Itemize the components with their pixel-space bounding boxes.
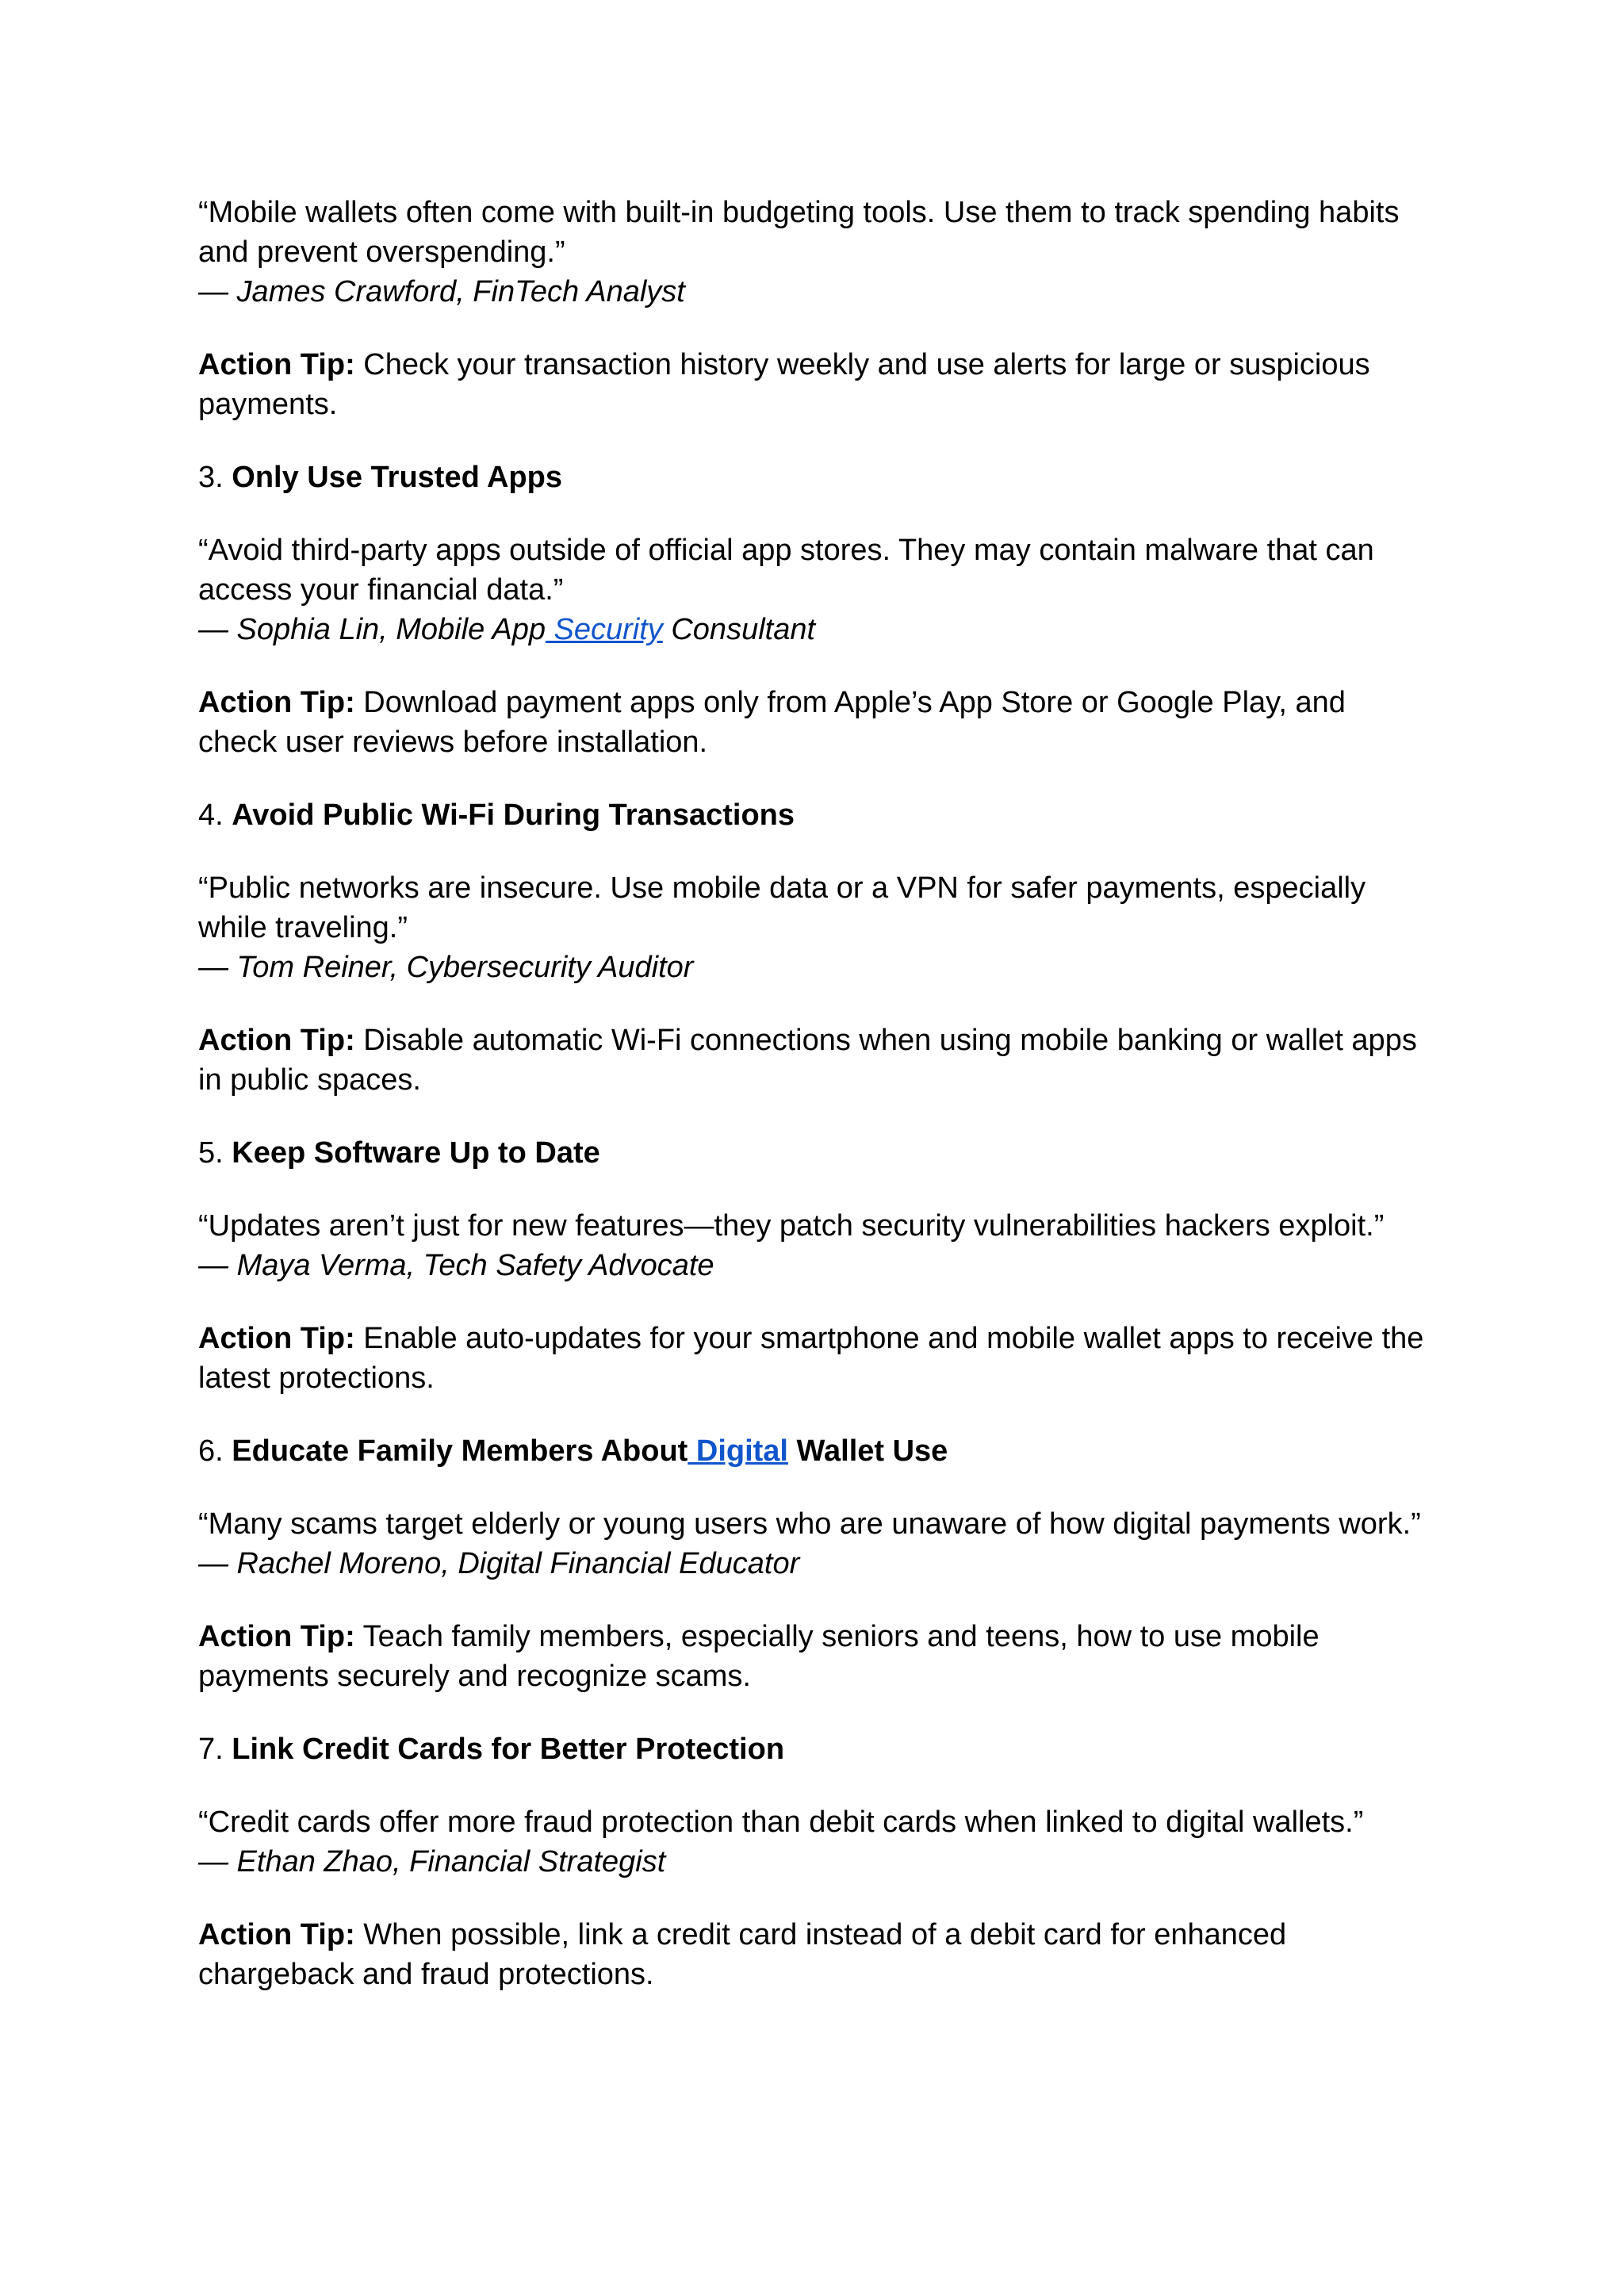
action-tip — [198, 1021, 1435, 1100]
quote-attribution: — Rachel Moreno, Digital Financial Educator — [198, 1547, 800, 1580]
action-tip-text: payments securely and recognize scams. — [198, 1660, 751, 1693]
action-tip-text: check user reviews before installation. — [198, 726, 708, 759]
section-heading — [198, 1431, 1435, 1471]
quote-line: and prevent overspending.” — [198, 236, 565, 269]
section-title: Educate Family Members About — [232, 1434, 688, 1468]
quote-block — [198, 1206, 1435, 1285]
action-tip — [198, 1617, 1435, 1696]
action-tip-label: Action Tip: — [198, 686, 355, 719]
document-page — [198, 193, 1435, 2028]
action-tip-text: chargeback and fraud protections. — [198, 1958, 654, 1991]
quote-line: “Avoid third-party apps outside of official app stores. They may contain malware that can — [198, 534, 1374, 567]
section-title: Wallet Use — [788, 1434, 948, 1468]
section-title: Link Credit Cards for Better Protection — [232, 1733, 785, 1766]
attribution-text: — Sophia Lin, Mobile App — [198, 613, 546, 646]
action-tip-text: Disable automatic Wi-Fi connections when using mobile banking or wallet apps — [354, 1024, 1417, 1057]
quote-line: “Updates aren’t just for new features—they patch security vulnerabilities hackers exploit.” — [198, 1209, 1385, 1243]
action-tip-text: Download payment apps only from Apple’s App Store or Google Play, and — [354, 686, 1346, 719]
action-tip-label: Action Tip: — [198, 1024, 355, 1057]
quote-attribution: — Maya Verma, Tech Safety Advocate — [198, 1249, 714, 1282]
section-title: Only Use Trusted Apps — [232, 461, 562, 494]
action-tip — [198, 345, 1435, 424]
action-tip-text: payments. — [198, 388, 338, 421]
action-tip — [198, 1915, 1435, 1994]
action-tip-text: latest protections. — [198, 1361, 435, 1395]
section-number: 5. — [198, 1136, 224, 1170]
quote-attribution — [198, 610, 1435, 649]
section-heading — [198, 458, 1435, 497]
action-tip-text: When possible, link a credit card instead of a debit card for enhanced — [354, 1918, 1287, 1951]
section-title: Keep Software Up to Date — [232, 1136, 600, 1170]
action-tip-label: Action Tip: — [198, 1620, 355, 1653]
action-tip-text: in public spaces. — [198, 1063, 421, 1097]
action-tip-text: Teach family members, especially seniors and teens, how to use mobile — [354, 1620, 1320, 1653]
quote-attribution: — Ethan Zhao, Financial Strategist — [198, 1845, 666, 1878]
section-number: 6. — [198, 1434, 224, 1468]
quote-line: access your financial data.” — [198, 573, 564, 607]
quote-line: while traveling.” — [198, 911, 408, 944]
section-number: 4. — [198, 798, 224, 832]
action-tip — [198, 683, 1435, 762]
security-link[interactable]: Security — [545, 613, 663, 646]
quote-line: “Credit cards offer more fraud protection than debit cards when linked to digital wallets.” — [198, 1806, 1364, 1839]
quote-line: “Public networks are insecure. Use mobile data or a VPN for safer payments, especially — [198, 871, 1366, 905]
quote-block — [198, 1802, 1435, 1882]
action-tip-label: Action Tip: — [198, 1918, 355, 1951]
section-heading — [198, 795, 1435, 835]
quote-attribution: — Tom Reiner, Cybersecurity Auditor — [198, 951, 694, 984]
quote-block — [198, 530, 1435, 649]
section-number: 7. — [198, 1733, 224, 1766]
quote-line: “Mobile wallets often come with built-in budgeting tools. Use them to track spending habits — [198, 196, 1400, 229]
action-tip — [198, 1319, 1435, 1398]
section-title: Avoid Public Wi-Fi During Transactions — [232, 798, 795, 832]
section-heading — [198, 1133, 1435, 1173]
action-tip-label: Action Tip: — [198, 348, 355, 381]
section-heading — [198, 1729, 1435, 1769]
action-tip-text: Check your transaction history weekly and use alerts for large or suspicious — [354, 348, 1370, 381]
quote-block — [198, 193, 1435, 312]
quote-block — [198, 1504, 1435, 1584]
quote-attribution: — James Crawford, FinTech Analyst — [198, 275, 685, 308]
section-number: 3. — [198, 461, 224, 494]
attribution-text: Consultant — [662, 613, 816, 646]
action-tip-label: Action Tip: — [198, 1322, 355, 1355]
quote-line: “Many scams target elderly or young users who are unaware of how digital payments work.” — [198, 1507, 1421, 1541]
digital-link[interactable]: Digital — [688, 1434, 788, 1468]
quote-block — [198, 868, 1435, 987]
action-tip-text: Enable auto-updates for your smartphone and mobile wallet apps to receive the — [354, 1322, 1424, 1355]
